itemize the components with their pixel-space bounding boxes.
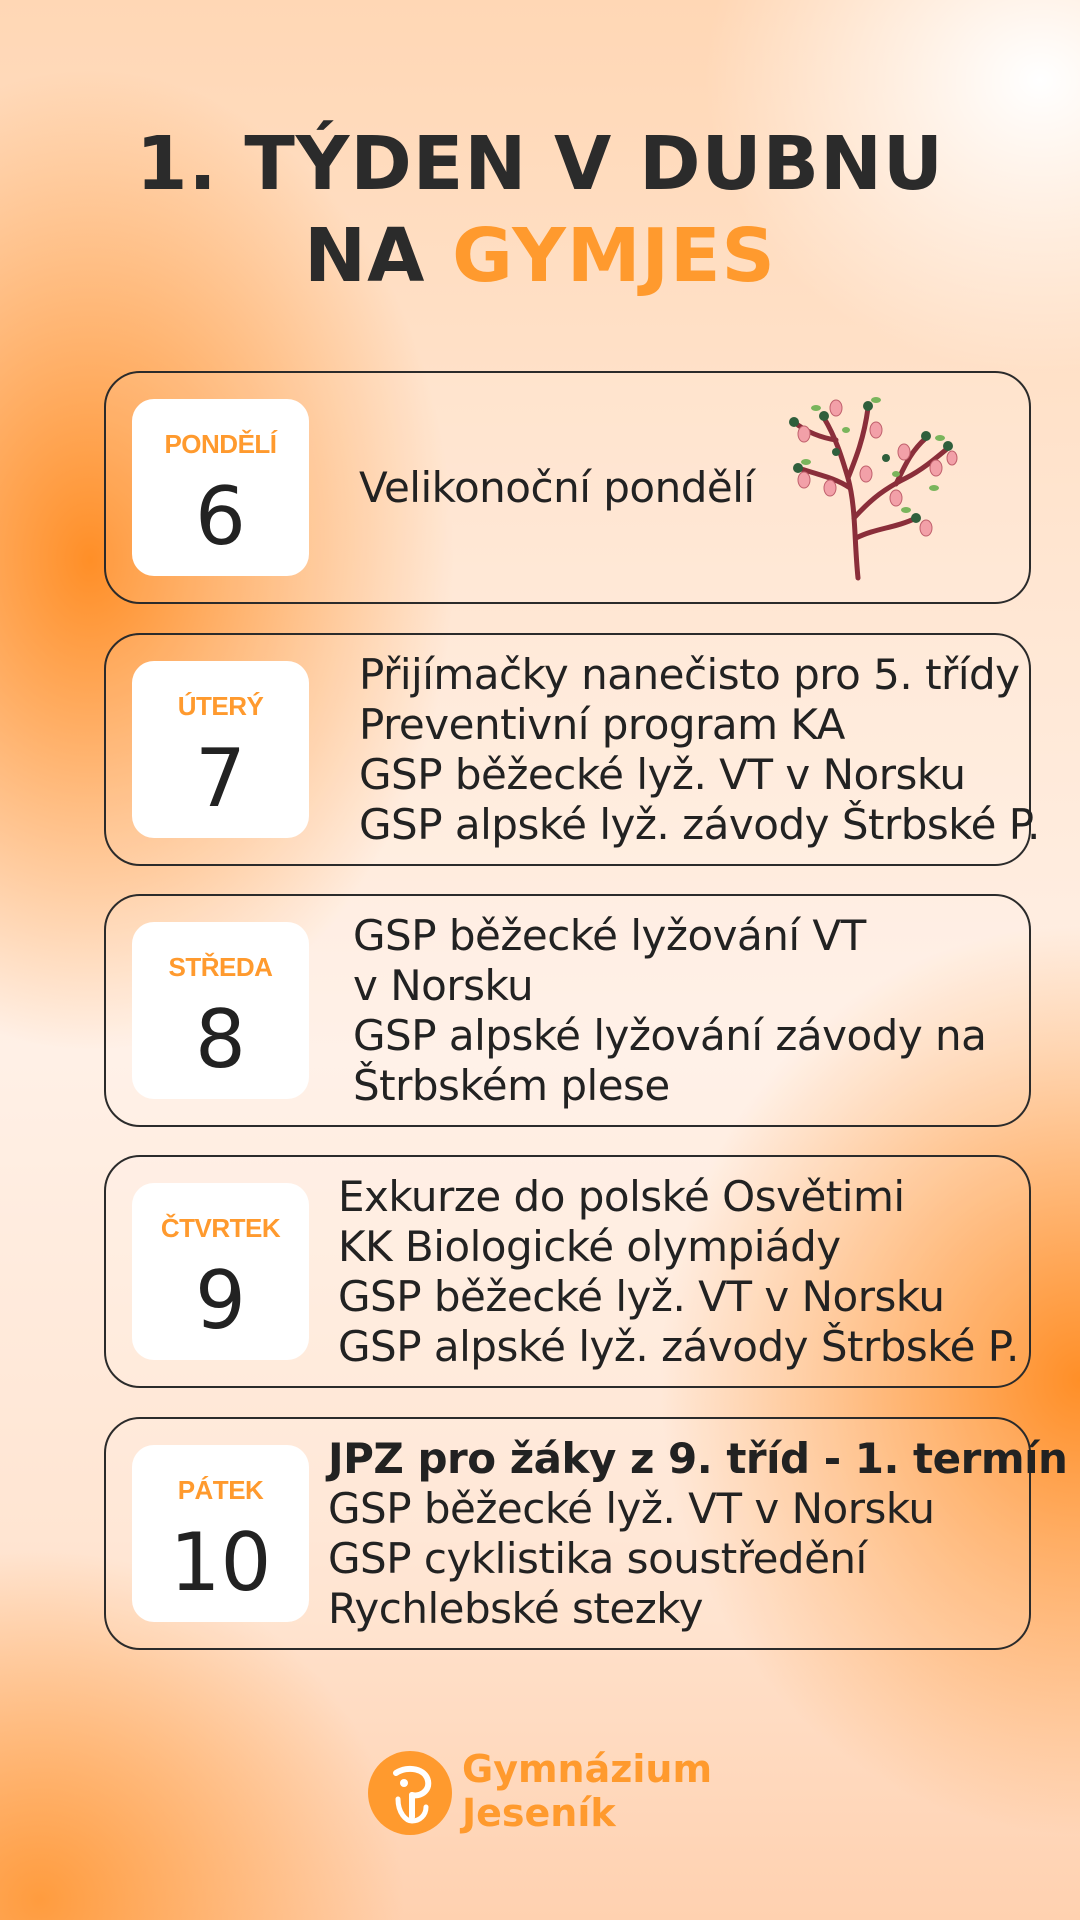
event-item-highlight: JPZ pro žáky z 9. tříd - 1. termín [328, 1433, 1068, 1483]
logo-line-1: Gymnázium [462, 1747, 713, 1791]
date-box [132, 399, 309, 576]
gymnazium-logo-icon [368, 1751, 452, 1835]
easter-tree-icon [776, 378, 966, 598]
event-item: Přijímačky nanečisto pro 5. třídy [359, 649, 1020, 699]
event-item: GSP běžecké lyž. VT v Norsku [359, 749, 966, 799]
page-title [0, 118, 1080, 302]
event-list [353, 896, 986, 1125]
day-name: STŘEDA [168, 952, 273, 982]
event-item: GSP běžecké lyž. VT v Norsku [328, 1483, 935, 1533]
event-item: GSP cyklistika soustředění [328, 1533, 867, 1583]
date-box [132, 1183, 309, 1360]
event-item: GSP alpské lyžování závody na [353, 1010, 987, 1060]
event-item: v Norsku [353, 960, 534, 1010]
day-name: PONDĚLÍ [164, 429, 277, 459]
event-item: Rychlebské stezky [328, 1583, 703, 1633]
day-card-thursday [104, 1155, 1031, 1388]
title-line-1: 1. TÝDEN V DUBNU [135, 121, 945, 207]
event-item: Exkurze do polské Osvětimi [338, 1171, 905, 1221]
title-prefix: NA [304, 213, 453, 299]
title-line-2 [0, 210, 1080, 302]
date-box [132, 922, 309, 1099]
event-item: GSP běžecké lyžování VT [353, 910, 866, 960]
event-item: Velikonoční pondělí [359, 462, 755, 512]
day-name: PÁTEK [177, 1475, 264, 1505]
day-card-wednesday [104, 894, 1031, 1127]
title-accent: GYMJES [452, 213, 776, 299]
event-list [359, 373, 755, 602]
event-list [338, 1157, 1019, 1386]
day-card-tuesday [104, 633, 1040, 866]
day-card-friday [104, 1417, 1068, 1650]
day-number: 8 [195, 993, 246, 1086]
logo-glyph [368, 1751, 452, 1835]
day-card-monday [104, 371, 1031, 604]
day-number: 6 [195, 470, 246, 563]
school-logo [368, 1745, 728, 1840]
event-item: Preventivní program KA [359, 699, 845, 749]
event-list [328, 1419, 1067, 1648]
event-item: GSP alpské lyž. závody Štrbské P. [338, 1321, 1019, 1371]
logo-line-2: Jeseník [462, 1791, 616, 1835]
event-item: Štrbském plese [353, 1060, 670, 1110]
day-number: 7 [195, 732, 246, 825]
day-name: ČTVRTEK [160, 1213, 281, 1243]
event-item: GSP alpské lyž. závody Štrbské P. [359, 799, 1040, 849]
day-number: 10 [169, 1516, 272, 1609]
event-list [359, 635, 1040, 864]
date-box [132, 661, 309, 838]
day-number: 9 [195, 1254, 246, 1347]
date-box [132, 1445, 309, 1622]
day-name: ÚTERÝ [177, 691, 264, 721]
event-item: GSP běžecké lyž. VT v Norsku [338, 1271, 945, 1321]
logo-text [462, 1747, 712, 1835]
event-item: KK Biologické olympiády [338, 1221, 841, 1271]
